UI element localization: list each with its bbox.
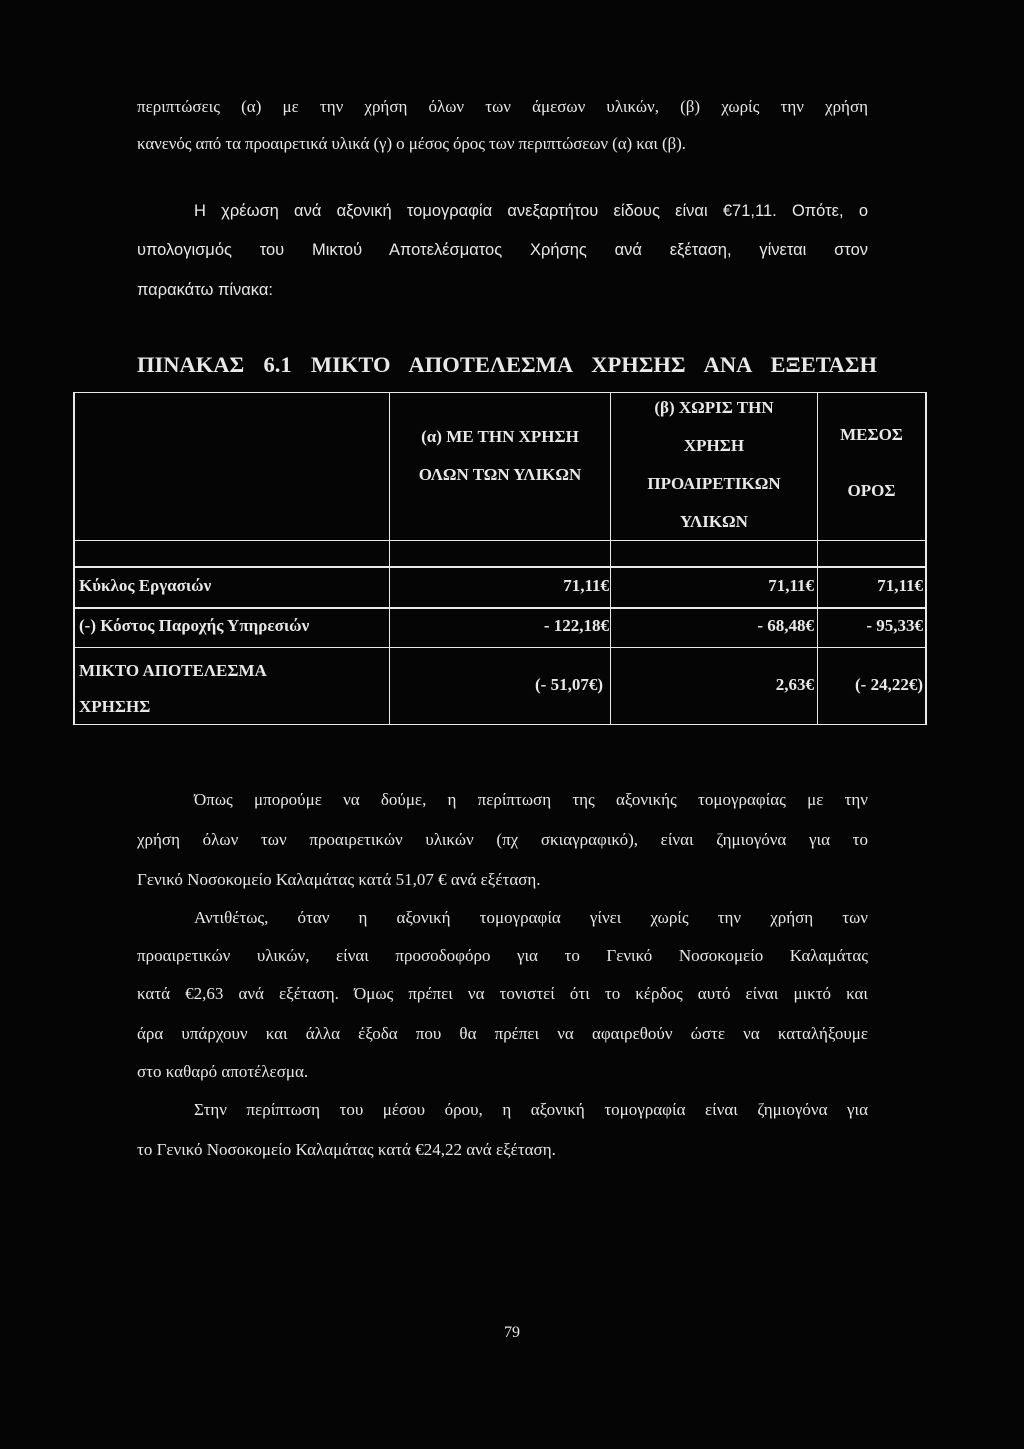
row-gross-b: 2,63€ (775, 675, 814, 694)
row-label-revenue: Κύκλος Εργασιών (79, 576, 212, 595)
header-col-c: ΜΕΣΟΣ ΟΡΟΣ (840, 425, 903, 500)
body-line-7: άρα υπάρχουν και άλλα έξοδα που θα πρέπει να αφαιρεθούν ώστε να καταλήξουμε (137, 1024, 868, 1043)
body-line-10: το Γενικό Νοσοκομείο Καλαμάτας κατά €24,22 ανά εξέταση. (137, 1140, 556, 1159)
body-line-6: κατά €2,63 ανά εξέταση. Όμως πρέπει να τονιστεί ότι το κέρδος αυτό είναι μικτό και (137, 984, 868, 1003)
row-gross-c: (- 24,22€) (855, 675, 923, 694)
body-line-8: στο καθαρό αποτέλεσμα. (137, 1062, 309, 1081)
row-revenue-a: 71,11€ (563, 576, 609, 595)
row-revenue-c: 71,11€ (877, 576, 923, 595)
body-line-1: Όπως μπορούμε να δούμε, η περίπτωση της αξονικής τομογραφίας με την (194, 790, 868, 809)
body-line-4: Αντιθέτως, όταν η αξονική τομογραφία γίνει χωρίς την χρήση των (194, 908, 868, 927)
page-number: 79 (504, 1324, 520, 1341)
body-line-2: χρήση όλων των προαιρετικών υλικών (πχ σκιαγραφικό), είναι ζημιογόνα για το (137, 830, 868, 849)
intro-line-3: Η χρέωση ανά αξονική τομογραφία ανεξαρτήτου είδους είναι €71,11. Οπότε, ο (194, 202, 868, 220)
header-col-b: (β) ΧΩΡΙΣ ΤΗΝ ΧΡΗΣΗ ΠΡΟΑΙΡΕΤΙΚΩΝ ΥΛΙΚΩΝ (647, 398, 781, 531)
row-revenue-b: 71,11€ (768, 576, 814, 595)
body-line-5: προαιρετικών υλικών, είναι προσοδοφόρο για το Γενικό Νοσοκομείο Καλαμάτας (137, 946, 868, 965)
row-cost-a: - 122,18€ (543, 616, 609, 635)
intro-line-5: παρακάτω πίνακα: (137, 281, 273, 299)
body-line-3: Γενικό Νοσοκομείο Καλαμάτας κατά 51,07 € ανά εξέταση. (137, 870, 541, 889)
table-title: ΠΙΝΑΚΑΣ 6.1 ΜΙΚΤΟ ΑΠΟΤΕΛΕΣΜΑ ΧΡΗΣΗΣ ΑΝΑ ΕΞΕΤΑΣΗ (137, 352, 877, 377)
results-table (73, 392, 927, 725)
row-cost-c: - 95,33€ (866, 616, 923, 635)
row-label-gross-result: ΜΙΚΤΟ ΑΠΟΤΕΛΕΣΜΑ ΧΡΗΣΗΣ (79, 661, 267, 716)
row-label-cost: (-) Κόστος Παροχής Υπηρεσιών (79, 616, 310, 635)
intro-line-1: περιπτώσεις (α) με την χρήση όλων των άμεσων υλικών, (β) χωρίς την χρήση (137, 97, 868, 116)
intro-line-2: κανενός από τα προαιρετικά υλικά (γ) ο μέσος όρος των περιπτώσεων (α) και (β). (137, 134, 686, 153)
row-cost-b: - 68,48€ (757, 616, 814, 635)
header-col-a: (α) ΜΕ ΤΗΝ ΧΡΗΣΗ ΟΛΩΝ ΤΩΝ ΥΛΙΚΩΝ (418, 427, 582, 484)
body-line-9: Στην περίπτωση του μέσου όρου, η αξονική τομογραφία είναι ζημιογόνα για (194, 1100, 868, 1119)
intro-line-4: υπολογισμός του Μικτού Αποτελέσματος Χρήσης ανά εξέταση, γίνεται στον (137, 241, 868, 259)
row-gross-a: (- 51,07€) (535, 675, 603, 694)
